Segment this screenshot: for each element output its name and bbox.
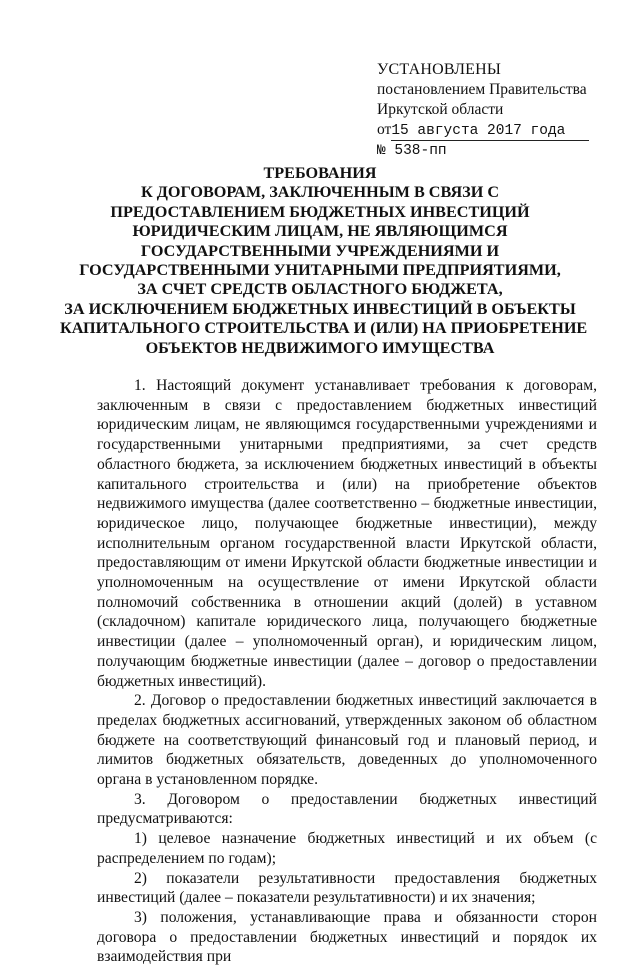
title-line: ТРЕБОВАНИЯ bbox=[263, 164, 377, 182]
document-title bbox=[60, 164, 588, 358]
title-line: ГОСУДАРСТВЕННЫМИ УЧРЕЖДЕНИЯМИ И bbox=[140, 241, 500, 260]
approval-date-row bbox=[377, 120, 617, 141]
title-line: ЗА СЧЕТ СРЕДСТВ ОБЛАСТНОГО БЮДЖЕТА, bbox=[137, 280, 503, 299]
title-line: КАПИТАЛЬНОГО СТРОИТЕЛЬСТВА И (ИЛИ) НА ПРИОБРЕТЕНИЕ bbox=[60, 319, 588, 338]
list-item-1: 1) целевое назначение бюджетных инвестиций и их объем (с распределением по годам); bbox=[97, 830, 597, 867]
paragraph-2: 2. Договор о предоставлении бюджетных инвестиций заключается в пределах бюджетных ассигнований, утвержденных законом об областном бюджете на соответствующий финансовый год и плановый период, и лимитов бюджетных обязательств, доведенных до уполномоченного органа в установленном порядке. bbox=[97, 692, 597, 789]
title-line: К ДОГОВОРАМ, ЗАКЛЮЧЕННЫМ В СВЯЗИ С bbox=[140, 183, 500, 202]
list-item-3: 3) положения, устанавливающие права и обязанности сторон договора о предоставлении бюджетных инвестиций и порядок их взаимодействия при bbox=[97, 908, 597, 966]
approval-line-2: Иркутской области bbox=[377, 101, 504, 118]
approval-line-1: постановлением Правительства bbox=[377, 81, 587, 98]
paragraph-1: 1. Настоящий документ устанавливает требования к договорам, заключенным в связи с предоставлением бюджетных инвестиций юридическим лицам, не являющимся государственными учреждениями и государственными унитарными предприятиями, за счет средств областного бюджета, за исключением бюджетных инвестиций в объекты капитального строительства и (или) на приобретение объектов недвижимого имущества (далее соответственно – бюджетные инвестиции, юридическое лицо, получающее бюджетные инвестиции), между исполнительным органом государственной власти Иркутской области, предоставляющим от имени Иркутской области бюджетные инвестиции и уполномоченным на осуществление от имени Иркутской области полномочий собственника в отношении акций (долей) в уставном (складочном) капитале юридического лица, получающего бюджетные инвестиции (далее – уполномоченный орган), и юридическим лицом, получающим бюджетные инвестиции (далее – договор о предоставлении бюджетных инвестиций). bbox=[97, 377, 597, 690]
list-item-2: 2) показатели результативности предоставления бюджетных инвестиций (далее – показатели результативности) и их значения; bbox=[97, 869, 597, 907]
approval-date: 15 августа 2017 года bbox=[391, 123, 589, 141]
approval-stamp bbox=[377, 60, 617, 161]
title-line: ГОСУДАРСТВЕННЫМИ УНИТАРНЫМИ ПРЕДПРИЯТИЯМИ, bbox=[79, 261, 561, 280]
approval-number: № 538-пп bbox=[377, 143, 447, 159]
title-line: ПРЕДОСТАВЛЕНИЕМ БЮДЖЕТНЫХ ИНВЕСТИЦИЙ bbox=[110, 202, 530, 221]
title-line: ОБЪЕКТОВ НЕДВИЖИМОГО ИМУЩЕСТВА bbox=[145, 338, 495, 357]
document-body bbox=[97, 376, 597, 967]
title-line: ЮРИДИЧЕСКИМ ЛИЦАМ, НЕ ЯВЛЯЮЩИМСЯ bbox=[132, 222, 508, 241]
approval-heading: УСТАНОВЛЕНЫ bbox=[377, 61, 502, 78]
paragraph-3: 3. Договором о предоставлении бюджетных инвестиций предусматриваются: bbox=[97, 790, 597, 828]
title-line: ЗА ИСКЛЮЧЕНИЕМ БЮДЖЕТНЫХ ИНВЕСТИЦИЙ В ОБЪЕКТЫ bbox=[64, 299, 576, 318]
approval-date-prefix: от bbox=[377, 121, 392, 138]
